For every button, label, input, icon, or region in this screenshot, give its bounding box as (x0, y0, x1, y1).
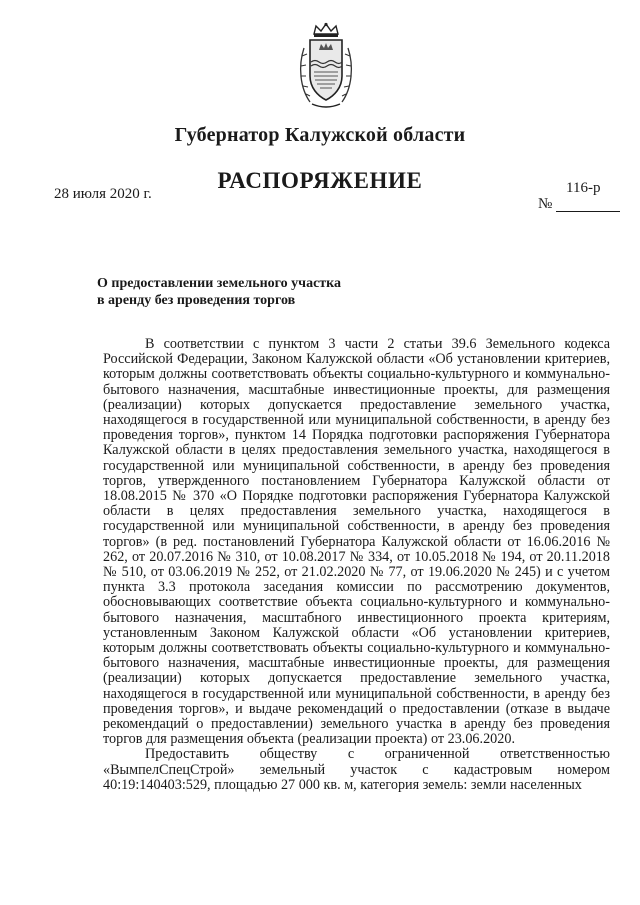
body-paragraph-2: Предоставить обществу с ограниченной ответственностью «ВымпелСпецСтрой» земельный участок с кадастровым номером 40:19:140403:529, площадью 27 000 кв. м, категория земель: земли населенных (103, 746, 610, 793)
subject-line-1: О предоставлении земельного участка (97, 276, 342, 291)
document-date: 28 июля 2020 г. (54, 186, 152, 202)
document-number: 116-р (566, 180, 601, 196)
coat-of-arms-icon (296, 22, 356, 110)
number-underline (556, 211, 620, 212)
document-subject (97, 275, 397, 309)
body-paragraph-1: В соответствии с пунктом 3 части 2 статьи 39.6 Земельного кодекса Российской Федерации, Законом Калужской области «Об установлении критериев, которым должны соответствовать объекты социально-культурного и коммунально-бытового назначения, масштабные инвестиционные проекты, для размещения (реализации) которых допускается предоставление земельного участка, находящегося в государственной или муниципальной собственности, в аренду без проведения торгов», пунктом 14 Порядка подготовки распоряжения Губернатора Калужской области в целях предоставления земельного участка, находящегося в государственной или муниципальной собственности, в аренду без проведения торгов, утвержденного постановлением Губернатора Калужской области от 18.08.2015 № 370 «О Порядке подготовки распоряжения Губернатора Калужской области в целях предоставления земельного участка, находящегося в государственной или муниципальной собственности, в аренду без проведения торгов» (в ред. постановлений Губернатора Калужской области от 16.06.2016 № 262, от 20.07.2016 № 310, от 10.08.2017 № 334, от 10.05.2018 № 194, от 20.11.2018 № 510, от 03.06.2019 № 252, от 21.02.2020 № 77, от 19.06.2020 № 245) и с учетом пункта 3.3 протокола заседания комиссии по рассмотрению документов, обосновывающих соответствие объекта социально-культурного и коммунально-бытового назначения, масштабного инвестиционного проекта критериям, установленным Законом Калужской области «Об установлении критериев, которым должны соответствовать объекты социально-культурного и коммунально-бытового назначения, масштабные инвестиционные проекты, для размещения (реализации) которых допускается предоставление земельного участка, находящегося в государственной или муниципальной собственности, в аренду без проведения торгов», и выдаче рекомендаций о предоставлении (отказе в выдаче рекомендаций о предоставлении) земельного участка в аренду без проведения торгов для размещения объекта (реализации проекта) от 23.06.2020. (103, 336, 610, 748)
document-type-heading: РАСПОРЯЖЕНИЕ (217, 168, 423, 193)
document-body (103, 337, 610, 793)
issuer-title: Губернатор Калужской области (174, 124, 466, 146)
number-sign: № (538, 196, 553, 212)
subject-line-2: в аренду без проведения торгов (97, 293, 296, 308)
